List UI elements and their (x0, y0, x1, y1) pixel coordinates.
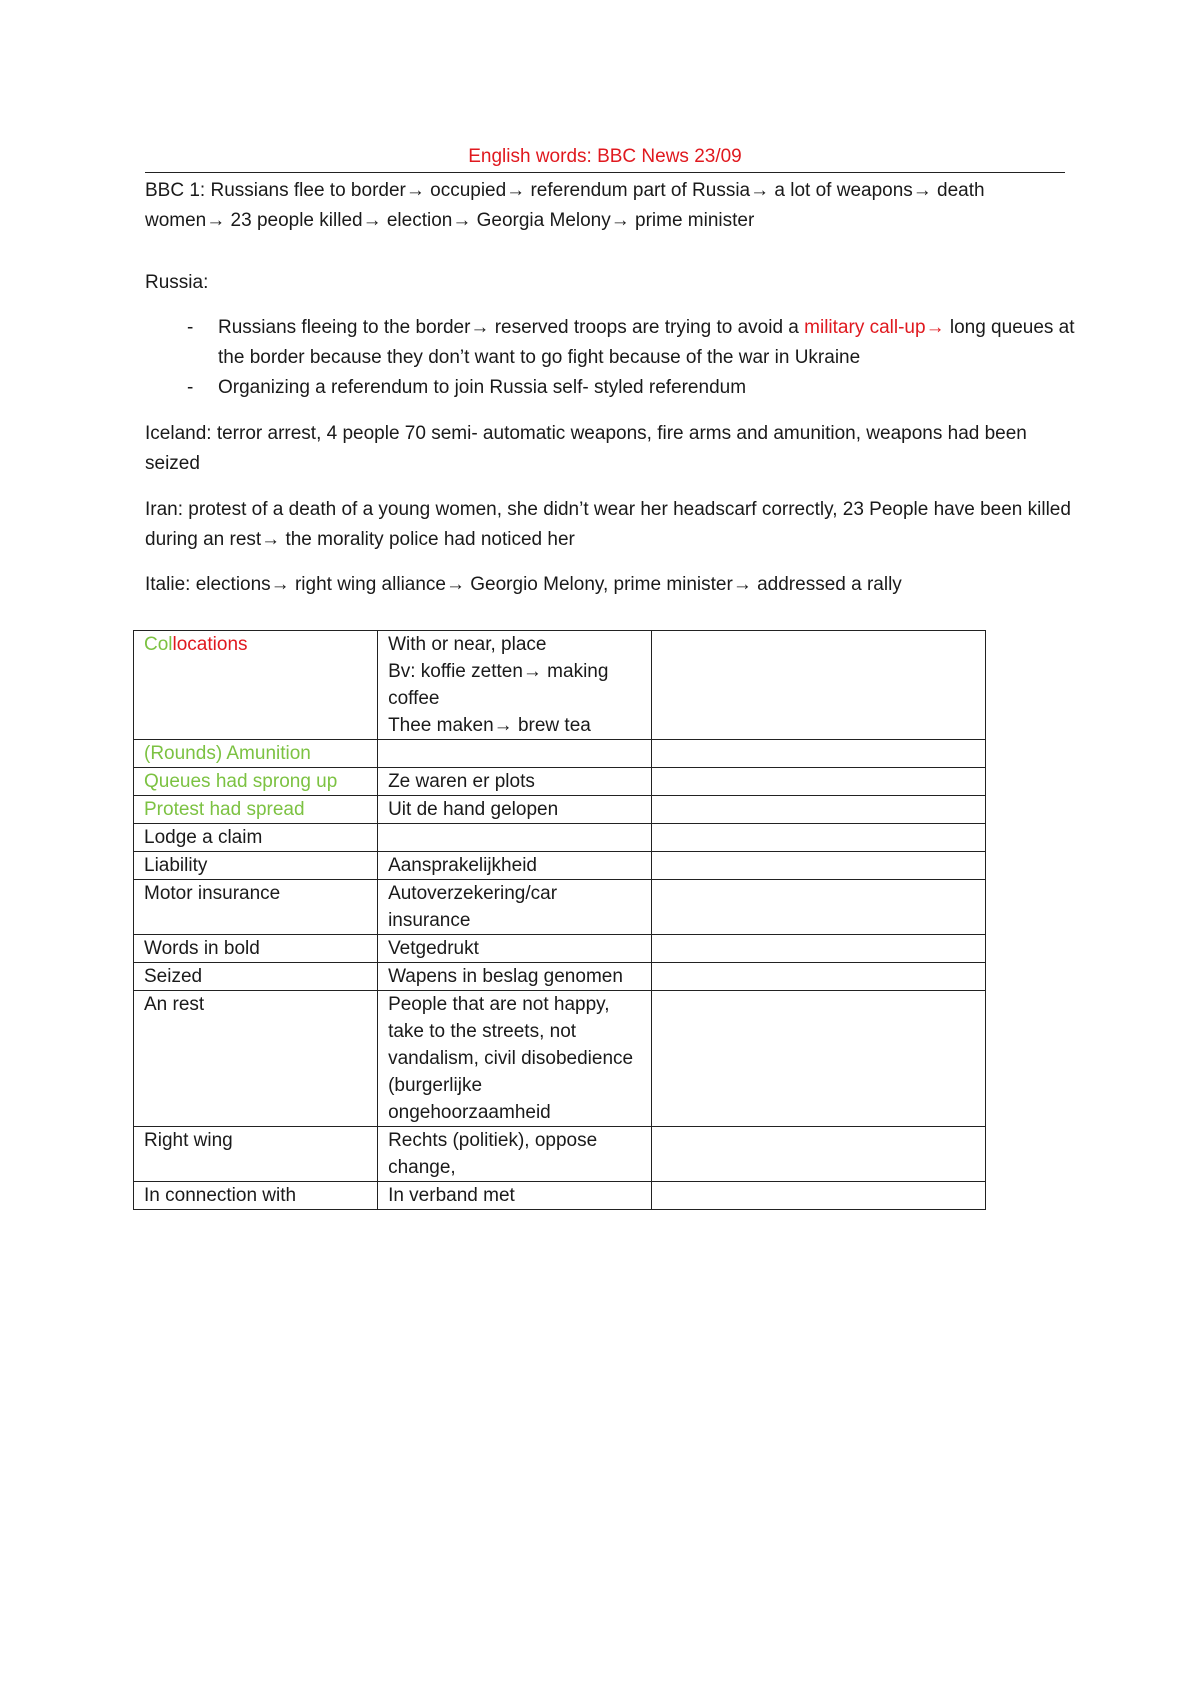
collocations-term-red: locations (172, 634, 248, 655)
bbc1-paragraph (145, 176, 1085, 236)
russia-bullet-1 (145, 313, 1085, 373)
iran-paragraph: Iran: protest of a death of a young women, she didn’t wear her headscarf correctly, 23 People have been killed during an rest→ the morality police had noticed her (145, 499, 1071, 550)
table-row (134, 740, 986, 768)
term-cell: Words in bold (134, 935, 378, 963)
meaning-cell: In verband met (378, 1182, 652, 1210)
title-underline (145, 172, 1065, 173)
meaning-cell: Vetgedrukt (378, 935, 652, 963)
bbc1-line-1: BBC 1: Russians flee to border→ occupied→ referendum part of Russia→ a lot of weapons→ death (145, 180, 985, 201)
bullet-dash: - (187, 377, 194, 398)
term-cell: (Rounds) Amunition (134, 740, 378, 768)
russia-bullet-list (145, 313, 1085, 403)
meaning-cell: Rechts (politiek), oppose change, (378, 1127, 652, 1182)
table-row (134, 631, 986, 740)
term-cell: In connection with (134, 1182, 378, 1210)
extra-cell (652, 740, 986, 768)
bbc1-line-2: women→ 23 people killed→ election→ Georgia Melony→ prime minister (145, 210, 755, 231)
russia-bullet-1-text-end: long queues at the border because they don’t want to go fight because of the war in Ukraine (218, 317, 1075, 368)
meaning-cell (378, 631, 652, 740)
term-cell: Seized (134, 963, 378, 991)
term-cell: Motor insurance (134, 880, 378, 935)
russia-bullet-2-text: Organizing a referendum to join Russia self- styled referendum (218, 377, 747, 398)
table-row (134, 768, 986, 796)
italie-paragraph: Italie: elections→ right wing alliance→ Georgio Melony, prime minister→ addressed a rally (145, 574, 902, 595)
meaning-cell: Wapens in beslag genomen (378, 963, 652, 991)
table-row (134, 880, 986, 935)
meaning-cell (378, 740, 652, 768)
extra-cell (652, 631, 986, 740)
meaning-cell (378, 824, 652, 852)
iceland-paragraph: Iceland: terror arrest, 4 people 70 semi- automatic weapons, fire arms and amunition, weapons had been seized (145, 423, 1027, 474)
extra-cell (652, 768, 986, 796)
russia-bullet-2 (145, 373, 1085, 403)
russia-heading: Russia: (145, 272, 209, 293)
term-cell: An rest (134, 991, 378, 1127)
meaning-line: With or near, place (388, 634, 547, 655)
table-row (134, 991, 986, 1127)
russia-bullet-1-text: Russians fleeing to the border→ reserved troops are trying to avoid a (218, 317, 805, 338)
collocations-term-green: Col (144, 634, 173, 655)
term-cell (134, 631, 378, 740)
term-cell: Right wing (134, 1127, 378, 1182)
table-row (134, 824, 986, 852)
extra-cell (652, 1127, 986, 1182)
term-cell: Queues had sprong up (134, 768, 378, 796)
table-row (134, 935, 986, 963)
bullet-dash: - (187, 317, 194, 338)
table-row (134, 963, 986, 991)
document-title: English words: BBC News 23/09 (468, 146, 742, 167)
extra-cell (652, 796, 986, 824)
extra-cell (652, 1182, 986, 1210)
meaning-cell: Autoverzekering/car insurance (378, 880, 652, 935)
military-call-up-highlight: military call-up→ (804, 317, 945, 338)
table-row (134, 1127, 986, 1182)
meaning-cell: Ze waren er plots (378, 768, 652, 796)
term-cell: Protest had spread (134, 796, 378, 824)
extra-cell (652, 824, 986, 852)
table-row (134, 796, 986, 824)
extra-cell (652, 880, 986, 935)
term-cell: Lodge a claim (134, 824, 378, 852)
meaning-cell: People that are not happy, take to the streets, not vandalism, civil disobedience (burgerlijke ongehoorzaamheid (378, 991, 652, 1127)
meaning-cell: Uit de hand gelopen (378, 796, 652, 824)
extra-cell (652, 852, 986, 880)
term-cell: Liability (134, 852, 378, 880)
vocabulary-table (133, 630, 986, 1210)
table-row (134, 852, 986, 880)
extra-cell (652, 935, 986, 963)
meaning-line: Bv: koffie zetten→ making coffee (388, 661, 609, 709)
meaning-cell: Aansprakelijkheid (378, 852, 652, 880)
table-row (134, 1182, 986, 1210)
extra-cell (652, 991, 986, 1127)
extra-cell (652, 963, 986, 991)
meaning-line: Thee maken→ brew tea (388, 715, 591, 736)
